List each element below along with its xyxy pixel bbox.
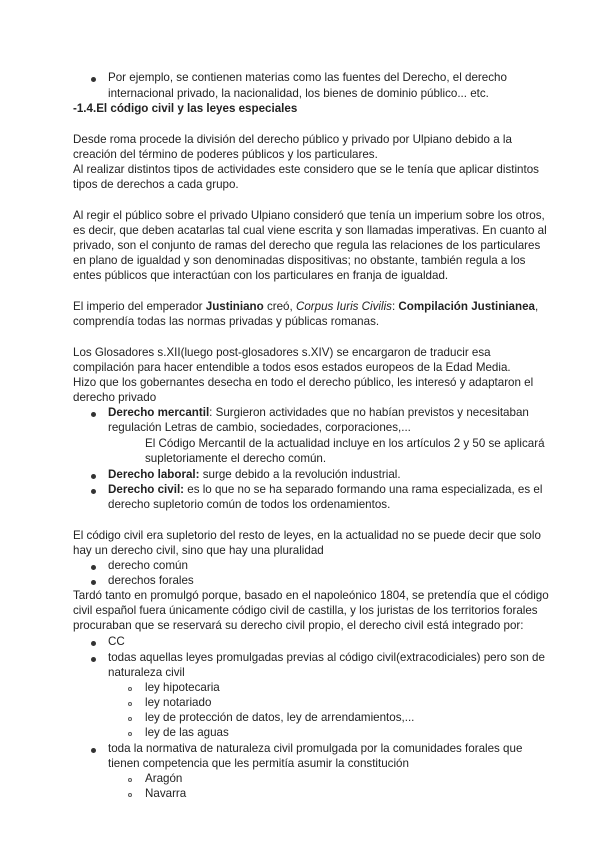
foral-line-1: toda la normativa de naturaleza civil promulgada por la comunidades forales que [108,742,523,755]
para1-line-2: creación del término de poderes públicos y los particulares. [73,148,378,161]
para1-line-3: Al realizar distintos tipos de actividades este considero que se le tenía que aplicar distintos [73,163,539,176]
para2-line-3: privado, son el conjunto de ramas del derecho que regula las relaciones de los particulares [73,239,541,252]
law-item: ley de las aguas [145,726,229,739]
cc-item: CC [108,635,125,648]
bullet-dot [91,748,96,753]
bullet-dot [91,77,96,82]
law-item: ley notariado [145,696,212,709]
civil-text: es lo que no se ha separado formando una rama especializada, es el [184,483,543,496]
para2-line-4: en plano de igualdad y son denominadas dispositivas; no obstante, también regula a los [73,254,526,267]
foral-line-2: tienen competencia que les permitía asumir la constitución [108,757,409,770]
para4-line-2: compilación para hacer entendible a todos esos estados europeos de la Edad Media. [73,361,511,374]
para5-line-1: El código civil era supletorio del resto de leyes, en la actualidad no se puede decir que solo [73,529,541,542]
region-item: Aragón [145,772,183,785]
plurality-item: derecho común [108,559,188,572]
bullet-dot [91,565,96,570]
circle-bullet [128,793,132,797]
plurality-item: derechos forales [108,574,194,587]
circle-bullet [128,702,132,706]
intro-bullet-line-2: internacional privado, la nacionalidad, los bienes de dominio público... etc. [108,87,489,100]
para5-line-2: hay un derecho civil, sino que hay una pluralidad [73,544,324,557]
mercantil-label: Derecho mercantil [108,406,210,419]
circle-bullet [128,778,132,782]
mercantil-text: : Surgieron actividades que no habían previstos y necesitaban [209,406,529,419]
para6-line-3: procuraban que se reservará su derecho civil propio, el derecho civil está integrado por: [73,619,524,632]
laboral-line [108,467,401,482]
bullet-dot [91,641,96,646]
bullet-dot [91,474,96,479]
para6-line-2: civil español fuera únicamente código civil de castilla, y los juristas de los territorios forales [73,604,538,617]
circle-bullet [128,717,132,721]
para1-line-4: tipos de derechos a cada grupo. [73,178,239,191]
civil-line-1 [108,482,542,497]
bullet-dot [91,580,96,585]
bullet-dot [91,657,96,662]
laboral-text: surge debido a la revolución industrial. [199,468,401,481]
mercantil-note-line-1: El Código Mercantil de la actualidad incluye en los artículos 2 y 50 se aplicará [145,437,545,450]
law-item: ley de protección de datos, ley de arrendamientos,... [145,711,415,724]
laboral-label: Derecho laboral: [108,468,200,481]
para2-line-5: entes públicos que interactúan con los particulares en franja de igualdad. [73,269,449,282]
bullet-dot [91,412,96,417]
para3-line-1 [73,299,538,314]
para2-line-2: es decir, que deben acatarlas tal cual viene escrita y son llamadas imperativas. En cuanto al [73,224,547,237]
para4-line-3: Hizo que los gobernantes desecha en todo el derecho público, les interesó y adaptaron el [73,376,534,389]
bullet-dot [91,489,96,494]
mercantil-line-1 [108,405,529,420]
para3-post: , [534,300,539,313]
law-item: ley hipotecaria [145,681,220,694]
para3-line-2: comprendía todas las normas privadas y públicas romanas. [73,315,380,328]
para1-line-1: Desde roma procede la división del derecho público y privado por Ulpiano debido a la [73,133,512,146]
para4-line-4: derecho privado [73,391,157,404]
para2-line-1: Al regir el público sobre el privado Ulpiano consideró que tenía un imperium sobre los otros, [73,209,545,222]
compilation-name: Compilación Justinianea [398,300,535,313]
para3-colon: : [391,300,399,313]
circle-bullet [128,732,132,736]
region-item: Navarra [145,787,187,800]
civil-line-2: derecho supletorio común de todos los ordenamientos. [108,498,391,511]
mercantil-note-line-2: supletoriamente el derecho común. [145,452,327,465]
civil-label: Derecho civil: [108,483,185,496]
para3-mid: creó, [263,300,296,313]
extracodicial-line-2: naturaleza civil [108,666,185,679]
section-heading: -1.4.El código civil y las leyes especiales [73,102,298,115]
para6-line-1: Tardó tanto en promulgó porque, basado en el napoleónico 1804, se pretendía que el código [73,589,549,602]
emperor-name: Justiniano [205,300,264,313]
corpus-title: Corpus Iuris Civilis [295,300,392,313]
circle-bullet [128,687,132,691]
intro-bullet-line-1: Por ejemplo, se contienen materias como las fuentes del Derecho, el derecho [108,71,507,84]
extracodicial-line-1: todas aquellas leyes promulgadas previas al código civil(extracodiciales) pero son de [108,651,545,664]
para4-line-1: Los Glosadores s.XII(luego post-glosadores s.XIV) se encargaron de traducir esa [73,346,491,359]
mercantil-line-2: regulación Letras de cambio, sociedades, corporaciones,... [108,421,411,434]
para3-pre: El imperio del emperador [73,300,206,313]
